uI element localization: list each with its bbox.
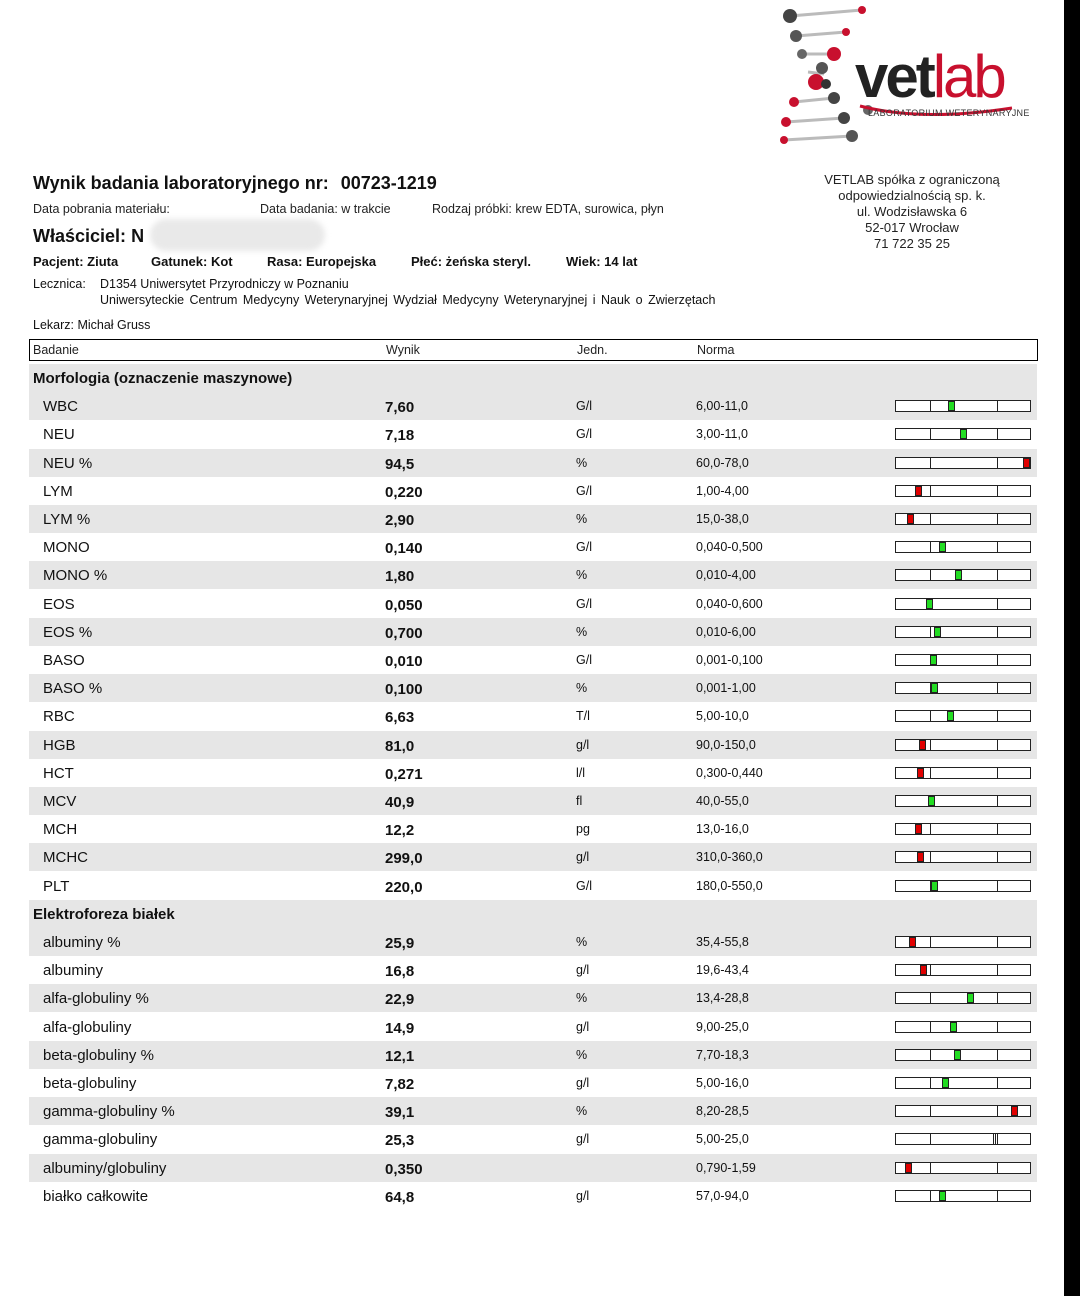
table-row <box>29 646 1037 674</box>
test-name: alfa-globuliny % <box>43 990 149 1007</box>
test-norm: 5,00-25,0 <box>696 1132 749 1146</box>
company-address <box>790 172 1034 252</box>
range-low-tick <box>930 429 931 439</box>
range-high-tick <box>997 740 998 750</box>
range-low-tick <box>930 937 931 947</box>
test-value: 16,8 <box>385 963 415 980</box>
range-indicator <box>895 710 1031 722</box>
range-indicator <box>895 400 1031 412</box>
range-indicator <box>895 936 1031 948</box>
range-high-tick <box>997 514 998 524</box>
range-low-tick <box>930 486 931 496</box>
range-indicator <box>895 767 1031 779</box>
range-high-tick <box>997 881 998 891</box>
table-row <box>29 674 1037 702</box>
test-value: 7,60 <box>385 399 415 416</box>
test-unit: G/l <box>576 879 592 893</box>
test-norm: 0,040-0,500 <box>696 540 763 554</box>
test-norm: 60,0-78,0 <box>696 456 749 470</box>
clinic-line-1: D1354 Uniwersytet Przyrodniczy w Poznaniu <box>100 277 349 291</box>
test-name: HGB <box>43 737 76 754</box>
test-norm: 7,70-18,3 <box>696 1048 749 1062</box>
test-norm: 5,00-10,0 <box>696 709 749 723</box>
table-row <box>29 505 1037 533</box>
test-unit: g/l <box>576 1189 590 1203</box>
test-value: 0,050 <box>385 597 423 614</box>
test-date: Data badania: w trakcie <box>260 202 391 216</box>
test-name: PLT <box>43 878 70 895</box>
value-marker <box>919 740 926 750</box>
range-low-tick <box>930 740 931 750</box>
test-value: 25,9 <box>385 935 415 952</box>
range-indicator <box>895 626 1031 638</box>
value-marker <box>907 514 914 524</box>
test-value: 299,0 <box>385 850 423 867</box>
range-low-tick <box>930 852 931 862</box>
report-title: Wynik badania laboratoryjnego nr: 00723-1219 <box>33 173 437 193</box>
test-unit: g/l <box>576 850 590 864</box>
table-row <box>29 392 1037 420</box>
test-value: 25,3 <box>385 1132 415 1149</box>
test-name: albuminy/globuliny <box>43 1160 167 1177</box>
range-low-tick <box>930 1050 931 1060</box>
test-norm: 35,4-55,8 <box>696 935 749 949</box>
table-row <box>29 731 1037 759</box>
test-name: MONO <box>43 539 90 556</box>
test-value: 12,2 <box>385 822 415 839</box>
test-unit: % <box>576 935 588 949</box>
range-high-tick <box>997 486 998 496</box>
test-value: 2,90 <box>385 512 415 529</box>
test-value: 64,8 <box>385 1189 415 1206</box>
value-marker <box>909 937 916 947</box>
test-norm: 3,00-11,0 <box>696 427 748 441</box>
test-name: BASO <box>43 652 85 669</box>
table-row <box>29 1069 1037 1097</box>
test-unit: g/l <box>576 738 590 752</box>
range-high-tick <box>997 1163 998 1173</box>
test-norm: 9,00-25,0 <box>696 1020 749 1034</box>
patient-sex: Płeć: żeńska steryl. <box>411 254 531 269</box>
collection-date: Data pobrania materiału: <box>33 202 170 216</box>
patient-breed: Rasa: Europejska <box>267 254 377 269</box>
test-unit: g/l <box>576 963 590 977</box>
value-marker <box>926 599 933 609</box>
value-marker <box>960 429 967 439</box>
range-indicator <box>895 992 1031 1004</box>
doctor: Lekarz: Michał Gruss <box>33 318 151 332</box>
table-row <box>29 787 1037 815</box>
test-norm: 0,010-4,00 <box>696 568 756 582</box>
test-name: EOS <box>43 596 75 613</box>
patient-species: Gatunek: Kot <box>151 254 233 269</box>
company-line: 71 722 35 25 <box>874 236 950 251</box>
test-name: RBC <box>43 708 75 725</box>
test-value: 39,1 <box>385 1104 415 1121</box>
range-indicator <box>895 428 1031 440</box>
test-value: 14,9 <box>385 1020 415 1037</box>
test-unit: g/l <box>576 1132 590 1146</box>
range-low-tick <box>930 401 931 411</box>
test-norm: 15,0-38,0 <box>696 512 749 526</box>
test-unit: G/l <box>576 597 592 611</box>
table-row <box>29 702 1037 730</box>
patient-name: Pacjent: Ziuta <box>33 254 119 269</box>
range-high-tick <box>997 796 998 806</box>
test-unit: pg <box>576 822 590 836</box>
section-header <box>29 364 1037 392</box>
value-marker <box>915 486 922 496</box>
range-indicator <box>895 1162 1031 1174</box>
test-unit: g/l <box>576 1076 590 1090</box>
logo-subtitle: LABORATORIUM WETERYNARYJNE <box>868 108 1030 118</box>
range-indicator <box>895 823 1031 835</box>
test-name: beta-globuliny % <box>43 1047 154 1064</box>
value-marker <box>967 993 974 1003</box>
test-unit: G/l <box>576 540 592 554</box>
range-low-tick <box>930 768 931 778</box>
range-high-tick <box>997 1134 998 1144</box>
value-marker <box>931 881 938 891</box>
test-value: 0,271 <box>385 766 423 783</box>
test-value: 0,100 <box>385 681 423 698</box>
test-norm: 5,00-16,0 <box>696 1076 749 1090</box>
table-row <box>29 477 1037 505</box>
value-marker <box>939 1191 946 1201</box>
col-norm: Norma <box>697 343 735 357</box>
test-unit: G/l <box>576 653 592 667</box>
test-norm: 40,0-55,0 <box>696 794 749 808</box>
test-unit: % <box>576 681 588 695</box>
test-name: gamma-globuliny % <box>43 1103 175 1120</box>
test-unit: l/l <box>576 766 586 780</box>
range-indicator <box>895 1077 1031 1089</box>
test-value: 0,140 <box>385 540 423 557</box>
test-name: alfa-globuliny <box>43 1019 132 1036</box>
test-norm: 13,4-28,8 <box>696 991 749 1005</box>
range-indicator <box>895 1021 1031 1033</box>
value-marker <box>905 1163 912 1173</box>
test-name: albuminy <box>43 962 104 979</box>
table-row <box>29 1125 1037 1153</box>
value-marker <box>1023 458 1030 468</box>
test-unit: % <box>576 568 588 582</box>
range-indicator <box>895 457 1031 469</box>
test-name: białko całkowite <box>43 1188 149 1205</box>
test-norm: 6,00-11,0 <box>696 399 748 413</box>
value-marker <box>920 965 927 975</box>
test-name: NEU <box>43 426 75 443</box>
test-unit: G/l <box>576 427 592 441</box>
col-test: Badanie <box>33 343 79 357</box>
test-value: 40,9 <box>385 794 415 811</box>
value-marker <box>930 655 937 665</box>
range-low-tick <box>930 993 931 1003</box>
value-marker <box>948 401 955 411</box>
range-indicator <box>895 964 1031 976</box>
table-row <box>29 984 1037 1012</box>
value-marker <box>915 824 922 834</box>
range-high-tick <box>997 599 998 609</box>
range-indicator <box>895 654 1031 666</box>
test-value: 81,0 <box>385 738 415 755</box>
range-high-tick <box>997 937 998 947</box>
range-high-tick <box>997 993 998 1003</box>
test-value: 6,63 <box>385 709 415 726</box>
range-low-tick <box>930 1022 931 1032</box>
range-low-tick <box>930 1106 931 1116</box>
range-high-tick <box>997 1022 998 1032</box>
range-high-tick <box>997 1078 998 1088</box>
range-low-tick <box>930 1134 931 1144</box>
test-norm: 57,0-94,0 <box>696 1189 749 1203</box>
range-low-tick <box>930 627 931 637</box>
test-name: MCHC <box>43 849 88 866</box>
company-line: ul. Wodzisławska 6 <box>856 204 968 219</box>
test-norm: 0,790-1,59 <box>696 1161 756 1175</box>
test-unit: G/l <box>576 399 592 413</box>
test-norm: 180,0-550,0 <box>696 879 763 893</box>
table-row <box>29 449 1037 477</box>
range-low-tick <box>930 1163 931 1173</box>
test-unit: % <box>576 512 588 526</box>
range-high-tick <box>997 852 998 862</box>
logo-wordmark: vetlab <box>855 43 1004 110</box>
table-header <box>29 339 1038 361</box>
test-unit: % <box>576 456 588 470</box>
value-marker <box>993 1134 996 1144</box>
test-unit: G/l <box>576 484 592 498</box>
range-low-tick <box>930 514 931 524</box>
range-low-tick <box>930 458 931 468</box>
range-high-tick <box>997 683 998 693</box>
clinic-label: Lecznica: <box>33 277 86 291</box>
table-row <box>29 928 1037 956</box>
range-indicator <box>895 1190 1031 1202</box>
test-name: WBC <box>43 398 78 415</box>
range-high-tick <box>997 458 998 468</box>
range-low-tick <box>930 570 931 580</box>
test-unit: g/l <box>576 1020 590 1034</box>
range-high-tick <box>997 711 998 721</box>
range-indicator <box>895 880 1031 892</box>
value-marker <box>928 796 935 806</box>
table-row <box>29 533 1037 561</box>
range-high-tick <box>997 1106 998 1116</box>
range-indicator <box>895 598 1031 610</box>
value-marker <box>917 768 924 778</box>
table-row <box>29 759 1037 787</box>
owner: Właściciel: N <box>33 226 145 246</box>
test-name: BASO % <box>43 680 103 697</box>
range-indicator <box>895 541 1031 553</box>
range-indicator <box>895 513 1031 525</box>
section-title: Elektroforeza białek <box>33 905 175 923</box>
sample-type: Rodzaj próbki: krew EDTA, surowica, płyn <box>432 202 664 216</box>
range-indicator <box>895 1105 1031 1117</box>
range-indicator <box>895 485 1031 497</box>
range-low-tick <box>930 711 931 721</box>
range-high-tick <box>997 1191 998 1201</box>
table-row <box>29 1154 1037 1182</box>
range-low-tick <box>930 824 931 834</box>
test-value: 1,80 <box>385 568 415 585</box>
patient-age: Wiek: 14 lat <box>566 254 638 269</box>
table-row <box>29 872 1037 900</box>
test-norm: 0,040-0,600 <box>696 597 763 611</box>
range-high-tick <box>997 429 998 439</box>
company-line: VETLAB spółka z ograniczoną <box>824 172 1000 187</box>
range-low-tick <box>930 1191 931 1201</box>
clinic-line-2: Uniwersyteckie Centrum Medycyny Weterynaryjnej Wydział Medycyny Weterynaryjnej i Nauk o Zwierzętach <box>100 293 716 307</box>
test-norm: 0,001-1,00 <box>696 681 756 695</box>
table-row <box>29 956 1037 984</box>
report-number: 00723-1219 <box>340 173 437 193</box>
test-name: NEU % <box>43 455 93 472</box>
section-title: Morfologia (oznaczenie maszynowe) <box>33 370 293 387</box>
table-row <box>29 1041 1037 1069</box>
range-indicator <box>895 739 1031 751</box>
test-name: MONO % <box>43 567 108 584</box>
value-marker <box>917 852 924 862</box>
range-high-tick <box>997 1050 998 1060</box>
table-row <box>29 843 1037 871</box>
test-unit: % <box>576 991 588 1005</box>
test-value: 0,700 <box>385 625 423 642</box>
test-name: EOS % <box>43 624 93 641</box>
test-norm: 90,0-150,0 <box>696 738 756 752</box>
test-name: LYM <box>43 483 73 500</box>
range-high-tick <box>997 401 998 411</box>
test-value: 94,5 <box>385 456 415 473</box>
value-marker <box>942 1078 949 1088</box>
value-marker <box>955 570 962 580</box>
value-marker <box>939 542 946 552</box>
table-row <box>29 1097 1037 1125</box>
test-name: albuminy % <box>43 934 121 951</box>
test-norm: 310,0-360,0 <box>696 850 763 864</box>
table-row <box>29 618 1037 646</box>
value-marker <box>950 1022 957 1032</box>
test-value: 7,82 <box>385 1076 415 1093</box>
range-low-tick <box>930 965 931 975</box>
redaction-blur <box>150 219 325 251</box>
test-norm: 0,300-0,440 <box>696 766 763 780</box>
value-marker <box>1011 1106 1018 1116</box>
test-value: 0,350 <box>385 1161 423 1178</box>
test-norm: 0,010-6,00 <box>696 625 756 639</box>
test-name: beta-globuliny <box>43 1075 137 1092</box>
range-indicator <box>895 1049 1031 1061</box>
company-line: 52-017 Wrocław <box>865 220 959 235</box>
table-row <box>29 420 1037 448</box>
table-row <box>29 815 1037 843</box>
table-row <box>29 1182 1037 1210</box>
test-unit: % <box>576 625 588 639</box>
test-unit: fl <box>576 794 583 808</box>
value-marker <box>931 683 938 693</box>
test-value: 220,0 <box>385 879 423 896</box>
test-value: 12,1 <box>385 1048 415 1065</box>
range-high-tick <box>997 655 998 665</box>
test-value: 7,18 <box>385 427 415 444</box>
range-high-tick <box>997 627 998 637</box>
table-row <box>29 1013 1037 1041</box>
table-row <box>29 561 1037 589</box>
test-value: 0,010 <box>385 653 423 670</box>
value-marker <box>934 627 941 637</box>
value-marker <box>947 711 954 721</box>
test-name: MCH <box>43 821 78 838</box>
col-unit: Jedn. <box>577 343 608 357</box>
range-high-tick <box>997 768 998 778</box>
range-high-tick <box>997 824 998 834</box>
test-name: MCV <box>43 793 77 810</box>
range-indicator <box>895 795 1031 807</box>
range-high-tick <box>997 965 998 975</box>
test-value: 0,220 <box>385 484 423 501</box>
test-value: 22,9 <box>385 991 415 1008</box>
company-line: odpowiedzialnością sp. k. <box>838 188 986 203</box>
test-norm: 13,0-16,0 <box>696 822 749 836</box>
test-name: HCT <box>43 765 74 782</box>
col-result: Wynik <box>386 343 420 357</box>
test-unit: % <box>576 1104 588 1118</box>
range-indicator <box>895 569 1031 581</box>
test-norm: 19,6-43,4 <box>696 963 749 977</box>
test-name: gamma-globuliny <box>43 1131 158 1148</box>
range-indicator <box>895 682 1031 694</box>
range-high-tick <box>997 542 998 552</box>
test-norm: 8,20-28,5 <box>696 1104 749 1118</box>
test-norm: 0,001-0,100 <box>696 653 763 667</box>
test-name: LYM % <box>43 511 91 528</box>
range-indicator <box>895 851 1031 863</box>
range-indicator <box>895 1133 1031 1145</box>
test-unit: % <box>576 1048 588 1062</box>
section-header <box>29 900 1037 928</box>
test-unit: T/l <box>576 709 590 723</box>
value-marker <box>954 1050 961 1060</box>
range-low-tick <box>930 1078 931 1088</box>
test-norm: 1,00-4,00 <box>696 484 749 498</box>
table-row <box>29 590 1037 618</box>
range-low-tick <box>930 542 931 552</box>
range-high-tick <box>997 570 998 580</box>
